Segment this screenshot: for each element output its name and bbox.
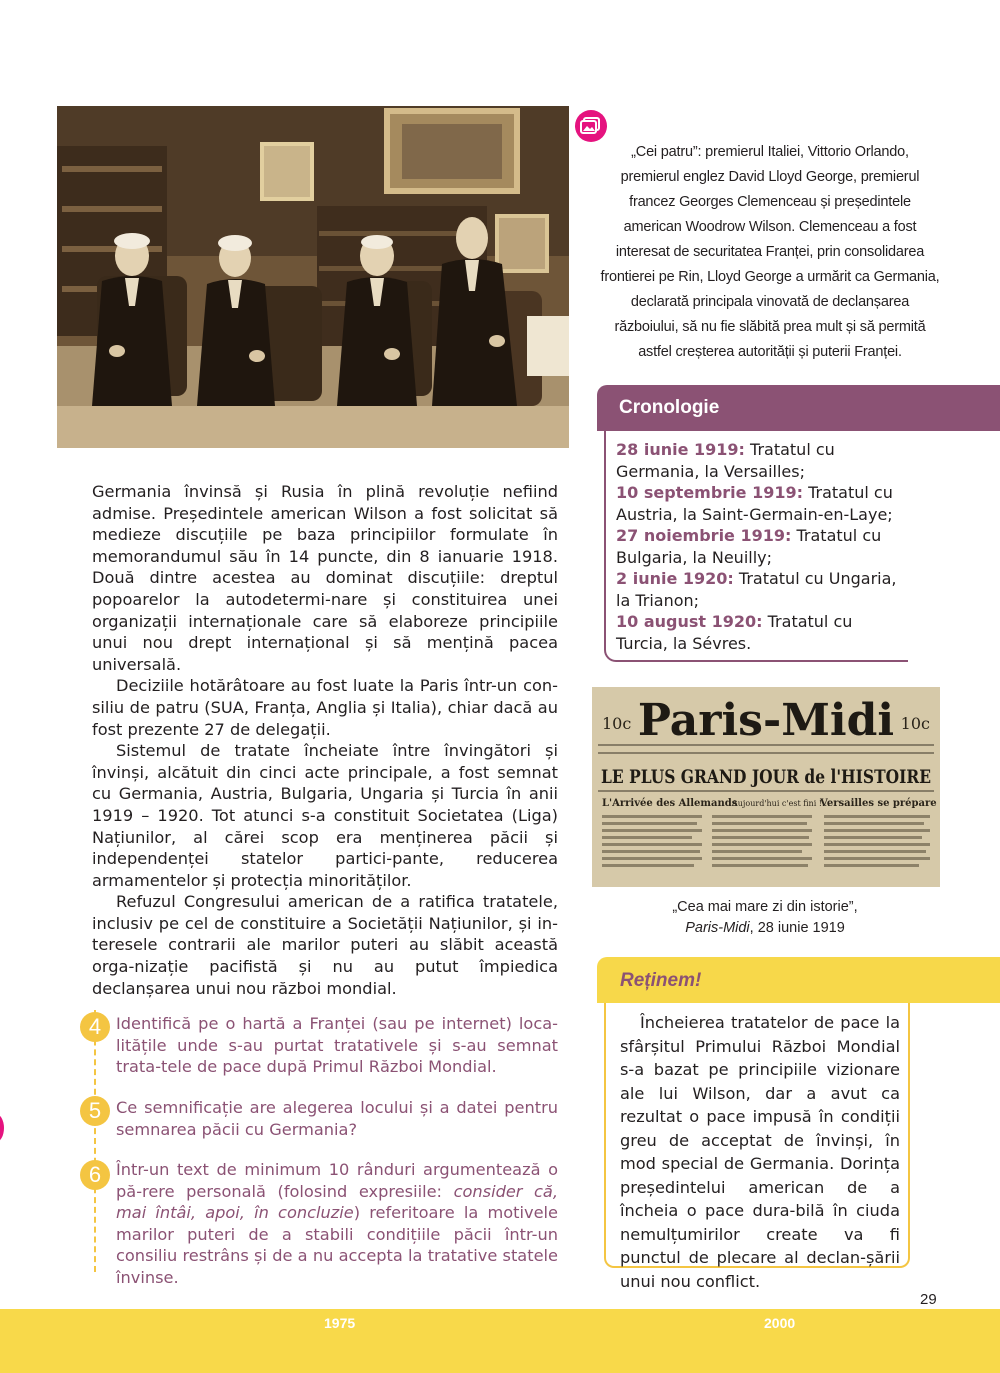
question-number: 5 bbox=[80, 1096, 110, 1126]
page-number: 29 bbox=[920, 1291, 937, 1308]
chronology-entry: 10 septembrie 1919: Tratatul cu Austria, la Saint-Germain-en-Laye; bbox=[616, 483, 893, 524]
big-four-photo-illustration bbox=[57, 106, 569, 448]
chronology-list bbox=[604, 431, 908, 662]
chronology-entry: 28 iunie 1919: Tratatul cu Germania, la Versailles; bbox=[616, 440, 835, 481]
timeline-label: 2000 bbox=[764, 1315, 796, 1331]
newspaper-price-left: 10c bbox=[602, 714, 632, 733]
chronology-entry: 27 noiembrie 1919: Tratatul cu Bulgaria, la Neuilly; bbox=[616, 526, 882, 567]
main-paragraph: Germania învinsă și Rusia în plină revoluție nefiind admise. Președintele american Wilson a fost solicitat să medieze discuțiile pe baza principiilor formulate în memorandumul său în 14 puncte, din 8 ianuarie 1918. Două dintre acestea au dominat discuțiile: dreptul popoarelor la autodetermi-nare și constituirea unei organizații internaționale care să elaboreze principiile unui nou drept internațional și să mențină pacea universală. bbox=[92, 482, 558, 674]
photo-caption: „Cei patru”: premierul Italiei, Vittorio Orlando, premierul englez David Lloyd George, premierul francez Georges Clemenceau și președintele american Woodrow Wilson. Clemenceau a fost interesat de securitatea Franței, prin consolidarea frontierei pe Rin, Lloyd George a urmărit ca Germania, declarată principala vinovată de declanșarea războiului, să nu fie slăbită prea mult și să permită astfel creșterea autorității și puterii Franței. bbox=[600, 144, 940, 360]
question-text: Într-un text de minimum 10 rânduri argumentează o pă-rere personală (folosind expresiile: consider că, mai întâi, apoi, în concluzie) referitoare la motivele marilor puteri de a stabili condițiile păcii într-un consiliu restrâns și de a nu accepta la tratative statele învinse. bbox=[116, 1160, 559, 1287]
questions-dashed-line bbox=[94, 1010, 96, 1272]
chronology-entry: 10 august 1920: Tratatul cu Turcia, la Sévres. bbox=[616, 612, 853, 653]
newspaper-caption: „Cea mai mare zi din istorie”, Paris-Midi, 28 iunie 1919 bbox=[672, 899, 858, 936]
main-paragraph: Deciziile hotărâtoare au fost luate la Paris într-un con-siliu de patru (SUA, Franța, Anglia și Italia), chiar dacă au fost prezente 27 de delegații. bbox=[92, 676, 558, 739]
question-text: Identifică pe o hartă a Franței (sau pe internet) loca-litățile unde s-au purtat tratativele și s-au semnat trata-tele de pace după Primul Război Mondial. bbox=[116, 1014, 558, 1077]
chronology-entry: 2 iunie 1920: Tratatul cu Ungaria, la Trianon; bbox=[616, 569, 897, 610]
timeline-label: 1975 bbox=[324, 1315, 356, 1331]
photo-gallery-icon bbox=[575, 110, 607, 142]
main-paragraph: Refuzul Congresului american de a ratifica tratatele, inclusiv pe cel de constituire a Societății Națiunilor, și in-teresele contrarii ale marilor puteri au slăbit această orga-nizație pacifistă și nu au putut împiedica declanșarea unui nou război mondial. bbox=[92, 892, 558, 998]
question-number: 4 bbox=[80, 1012, 110, 1042]
question-number: 6 bbox=[80, 1160, 110, 1190]
question-text: Ce semnificație are alegerea locului și a datei pentru semnarea păcii cu Germania? bbox=[116, 1098, 558, 1139]
retinem-text: Încheierea tratatelor de pace la sfârșitul Primului Război Mondial s-a bazat pe principiile vizionare ale lui Wilson, dar a avut ca rezultat o pace impusă în condiții greu de acceptat de învinși, în mod special de Germania. Dorința președintelui american de a încheia o pace dura-bilă în ciuda nemulțumirilor create va fi punctul de plecare al declan-șării unui nou conflict. bbox=[604, 1003, 910, 1268]
page-edge-marker bbox=[0, 1114, 4, 1142]
main-paragraph: Sistemul de tratate încheiate între învingători și învinși, alcătuit din cinci acte principale, a fost semnat cu Germania, Austria, Bulgaria, Ungaria și Turcia în anii 1919 – 1920. Tot atunci s-a constituit Societatea (Liga) Națiunilor, al cărei scop era menținerea păcii și independenței statelor partici-pante, reducerea armamentelor și protecția minorităților. bbox=[92, 741, 558, 890]
retinem-header: Reținem! bbox=[597, 957, 1000, 1003]
newspaper-price-right: 10c bbox=[900, 714, 930, 733]
newspaper-masthead: Paris-Midi bbox=[637, 695, 895, 746]
main-text bbox=[92, 481, 558, 999]
timeline-bar bbox=[0, 1309, 1000, 1373]
newspaper-subhead-left: L'Arrivée des Allemands bbox=[602, 798, 738, 809]
chronology-header: Cronologie bbox=[597, 385, 1000, 431]
newspaper-image bbox=[592, 687, 940, 887]
big-four-photo bbox=[57, 106, 569, 448]
newspaper-headline: LE PLUS GRAND JOUR de l'HISTOIRE bbox=[601, 766, 931, 788]
newspaper-subhead-right: Versailles se prépare bbox=[820, 798, 937, 809]
newspaper-subhead-mid: Aujourd'hui c'est fini !... bbox=[732, 799, 830, 808]
